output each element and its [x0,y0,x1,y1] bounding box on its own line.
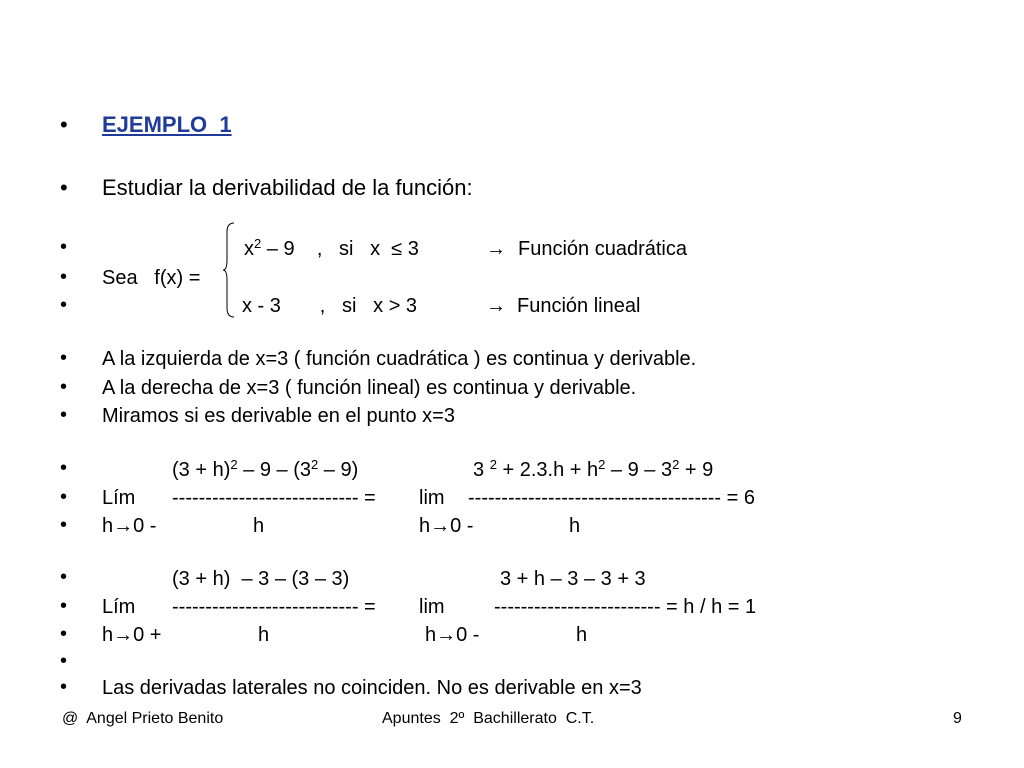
left-limit-numerator: $(3 + h)^2 - 9 - (3^2 - 9)$ [172,457,359,481]
sea-label: Sea f(x) = [102,267,201,289]
right-fraction-bar: ---------------------------- = [172,596,376,618]
bullet: • [60,650,68,672]
footer-course: Apuntes 2º Bachillerato C.T. [382,710,595,727]
footer-author: @ Angel Prieto Benito [62,710,224,727]
bullet: • [60,457,68,479]
right-denominator: h [258,624,270,646]
piecewise-case-1 [244,238,419,261]
case1-base: x [244,238,254,260]
left-limit-expanded-numerator: 3 $^2 + 2.3.h + h^2 - 9 - 3^2 + 9$ [473,457,714,481]
bullet: • [60,175,68,200]
right-lim-label: Lím [102,596,136,618]
case1-exponent: 2 [254,236,262,251]
right-limit-numerator: (3 + h) – 3 – (3 – 3) [172,568,350,590]
note-check-point: Miramos si es derivable en el punto x=3 [102,405,455,427]
arrow-icon: → [486,238,506,260]
conclusion-text: Las derivadas laterales no coinciden. No es derivable en x=3 [102,677,642,699]
bullet: • [60,294,68,316]
bullet: • [60,486,68,508]
intro-text: Estudiar la derivabilidad de la función: [102,175,473,200]
bullet: • [60,676,68,698]
right-h-approach-2: h→0 - [425,624,480,646]
left-denominator: h [253,515,265,537]
arrow-icon: → [113,624,134,646]
arrow-icon: → [113,515,134,537]
case1-description: Función cuadrática [518,238,687,260]
left-fraction-bar-2: -------------------------------------- = 6 [468,487,756,509]
bullet: • [60,112,68,137]
note-left-continuity: A la izquierda de x=3 ( función cuadrática ) es continua y derivable. [102,348,697,370]
arrow-icon: → [486,295,506,317]
arrow-icon: → [436,624,457,646]
left-h-approach: h→0 - [102,515,157,537]
left-fraction-bar: ---------------------------- = [172,487,376,509]
bullet: • [60,376,68,398]
right-denominator-2: h [576,624,588,646]
right-limit-simplified-numerator: 3 + h – 3 – 3 + 3 [500,568,646,590]
right-fraction-bar-2: ------------------------- = h / h = 1 [494,596,757,618]
piecewise-case-2: x - 3 , si x > 3 [242,295,418,317]
note-right-continuity: A la derecha de x=3 ( función lineal) es continua y derivable. [102,377,637,399]
bullet: • [60,266,68,288]
bullet: • [60,514,68,536]
left-denominator-2: h [569,515,581,537]
case2-description: Función lineal [517,295,641,317]
left-brace [222,222,236,318]
bullet: • [60,347,68,369]
right-lim-label-2: lim [419,596,445,618]
bullet: • [60,566,68,588]
bullet: • [60,404,68,426]
left-h-approach-2: h→0 - [419,515,474,537]
arrow-icon: → [430,515,451,537]
bullet: • [60,623,68,645]
left-lim-label: Lím [102,487,136,509]
footer-page-number: 9 [953,710,962,727]
right-h-approach: h→0 + [102,624,162,646]
slide-title: EJEMPLO 1 [102,112,232,137]
left-lim-label-2: lim [419,487,445,509]
bullet: • [60,595,68,617]
case1-rest: – 9 , si x ≤ 3 [261,238,419,260]
bullet: • [60,236,68,258]
